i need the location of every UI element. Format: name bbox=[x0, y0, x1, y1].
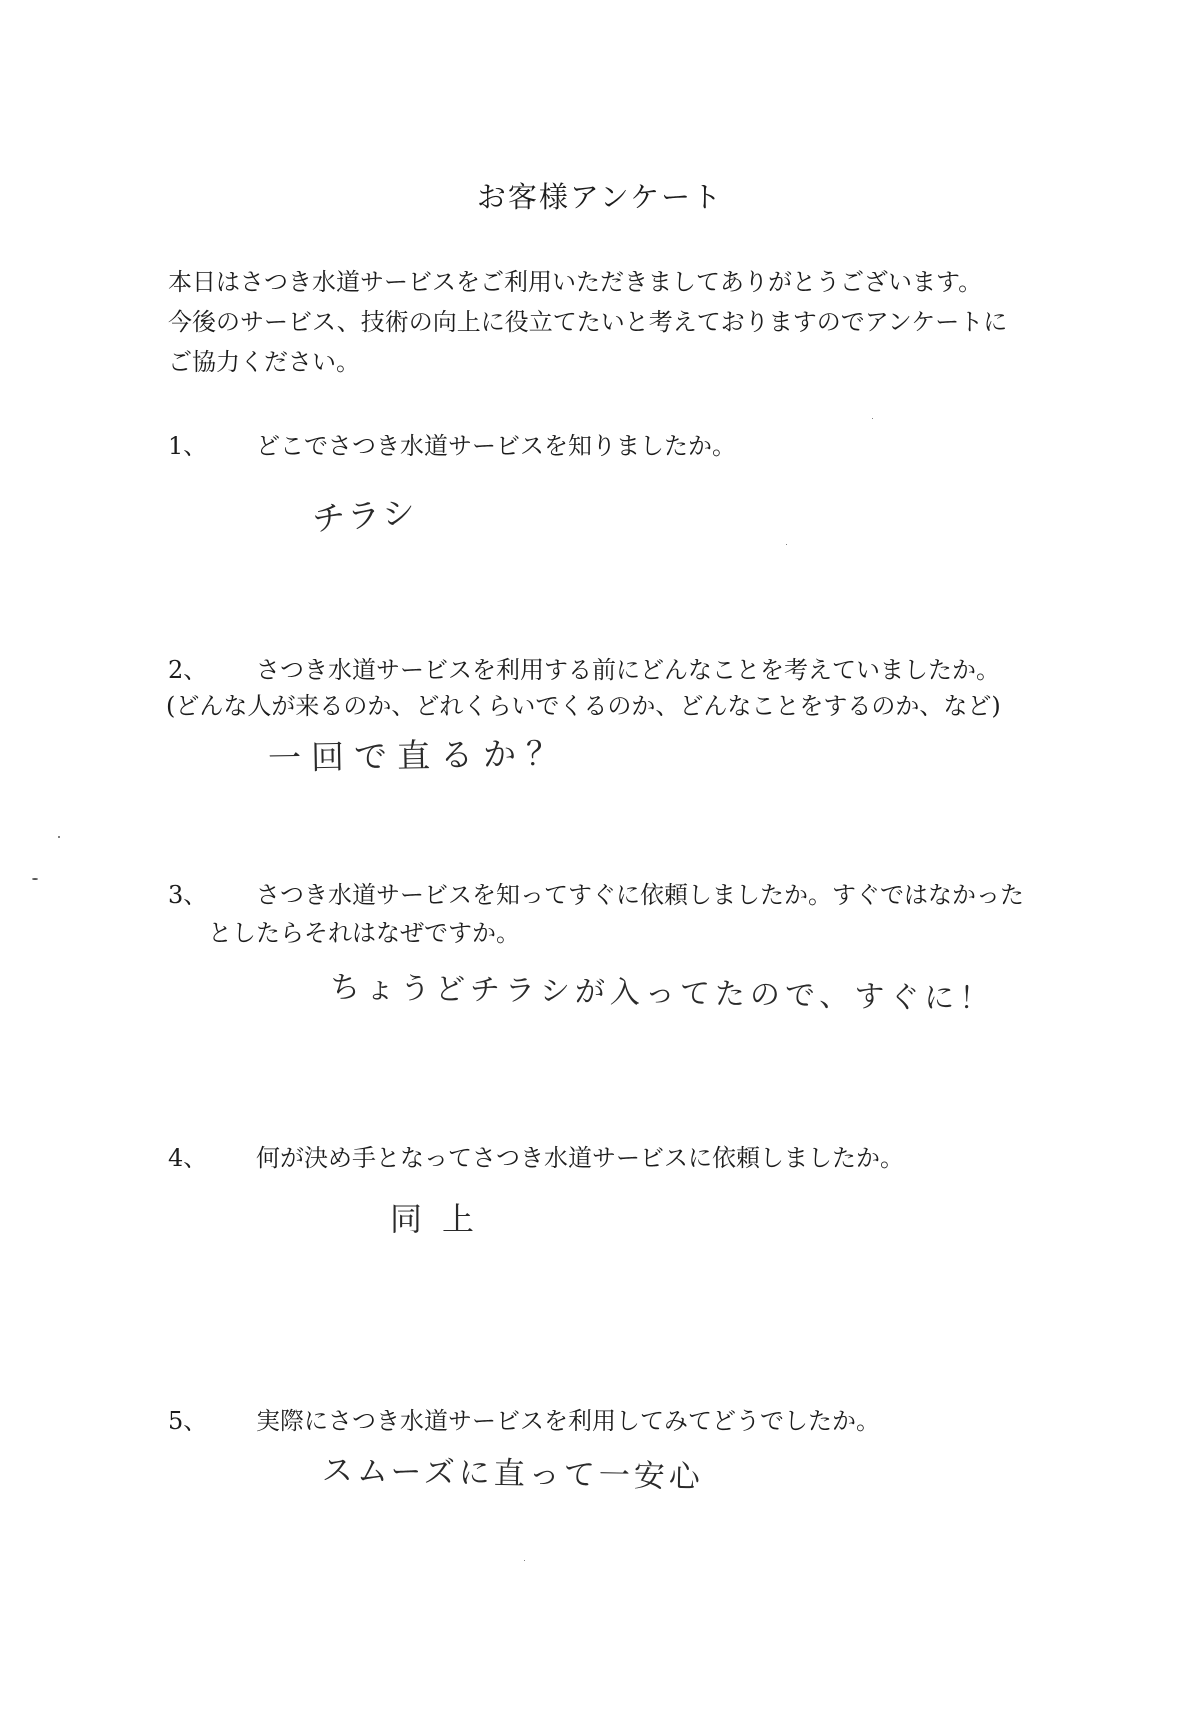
answer-3-handwritten: ちょうどチラシが入ってたので、すぐに！ bbox=[329, 970, 995, 1017]
answer-5-handwritten: スムーズに直って一安心 bbox=[321, 1452, 705, 1496]
answer-4-handwritten: 同上 bbox=[390, 1200, 495, 1238]
scan-speck bbox=[58, 836, 60, 838]
question-1-text: どこでさつき水道サービスを知りましたか。 bbox=[256, 432, 736, 460]
answer-2-handwritten: 一回で直るか？ bbox=[267, 733, 570, 778]
question-5-number: 5、 bbox=[168, 1407, 208, 1435]
question-1-number: 1、 bbox=[168, 432, 208, 460]
question-3-text: さつき水道サービスを知ってすぐに依頼しましたか。すぐではなかった bbox=[256, 881, 1024, 909]
intro-line-2: 今後のサービス、技術の向上に役立てたいと考えておりますのでアンケートに bbox=[168, 308, 1008, 336]
question-4-text: 何が決め手となってさつき水道サービスに依頼しましたか。 bbox=[256, 1144, 904, 1172]
question-2-note: (どんな人が来るのか、どれくらいでくるのか、どんなことをするのか、など) bbox=[166, 692, 1001, 720]
question-3-number: 3、 bbox=[168, 881, 208, 909]
question-5-text: 実際にさつき水道サービスを利用してみてどうでしたか。 bbox=[256, 1407, 880, 1435]
scan-speck bbox=[872, 418, 873, 419]
question-2-number: 2、 bbox=[168, 656, 208, 684]
question-2-text: さつき水道サービスを利用する前にどんなことを考えていましたか。 bbox=[256, 656, 1000, 684]
page-title: お客様アンケート bbox=[476, 180, 724, 214]
intro-line-3: ご協力ください。 bbox=[168, 348, 360, 376]
intro-line-1: 本日はさつき水道サービスをご利用いただきましてありがとうございます。 bbox=[168, 268, 983, 296]
question-4-number: 4、 bbox=[168, 1144, 208, 1172]
scan-speck bbox=[786, 544, 787, 545]
answer-1-handwritten: チラシ bbox=[310, 492, 419, 539]
scan-speck bbox=[524, 1560, 525, 1561]
question-3-text-line-2: としたらそれはなぜですか。 bbox=[208, 919, 520, 947]
scan-speck bbox=[32, 878, 38, 880]
